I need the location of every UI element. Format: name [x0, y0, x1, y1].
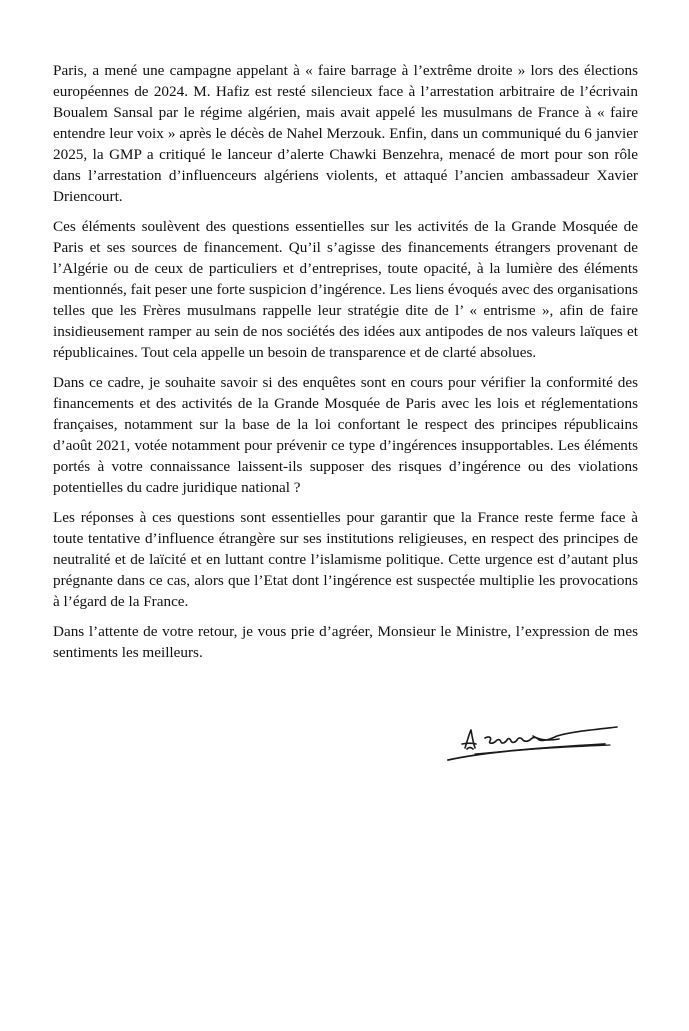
paragraph-inquiry-request: Dans ce cadre, je souhaite savoir si des enquêtes sont en cours pour vérifier la conformité des financements et des activités de la Grande Mosquée de Paris avec les lois et réglementations françaises, notamment sur la base de la loi confortant le respect des principes républicains d’août 2021, votée notamment pour prévenir ce type d’ingérences insupportables. Les éléments portés à votre connaissance laissent-ils supposer des risques d’ingérence ou des violations potentielles du cadre juridique national ? [53, 374, 638, 496]
paragraph-context: Paris, a mené une campagne appelant à « faire barrage à l’extrême droite » lors des élections européennes de 2024. M. Hafiz est resté silencieux face à l’arrestation arbitraire de l’écrivain Boualem Sansal par le régime algérien, mais avait appelé les musulmans de France à « faire entendre leur voix » après le décès de Nahel Merzouk. Enfin, dans un communiqué du 6 janvier 2025, la GMP a critiqué le lanceur d’alerte Chawki Benzehra, menacé de mort pour son rôle dans l’arrestation d’influenceurs algériens violents, et attaqué l’ancien ambassadeur Xavier Driencourt. [53, 62, 638, 205]
paragraph-stakes: Les réponses à ces questions sont essentielles pour garantir que la France reste ferme face à toute tentative d’influence étrangère sur ses institutions religieuses, en respect des principes de neutralité et de laïcité et en luttant contre l’islamisme politique. Cette urgence est d’autant plus prégnante dans ce cas, alors que l’Etat dont l’ingérence est suspectée multiplie les provocations à l’égard de la France. [53, 509, 638, 610]
handwritten-signature-icon [445, 722, 625, 762]
paragraph-closing: Dans l’attente de votre retour, je vous prie d’agréer, Monsieur le Ministre, l’expression de mes sentiments les meilleurs. [53, 623, 638, 661]
paragraph-questions: Ces éléments soulèvent des questions essentielles sur les activités de la Grande Mosquée de Paris et ses sources de financement. Qu’il s’agisse des financements étrangers provenant de l’Algérie ou de ceux de particuliers et d’entreprises, toute opacité, à la lumière des éléments mentionnés, fait peser une forte suspicion d’ingérence. Les liens évoqués avec des organisations telles que les Frères musulmans rappelle leur stratégie dite de l’ « entrisme », afin de faire insidieusement ramper au sein de nos sociétés des idées aux antipodes de nos valeurs laïques et républicaines. Tout cela appelle un besoin de transparence et de clarté absolues. [53, 218, 638, 361]
letter-body [53, 60, 638, 672]
